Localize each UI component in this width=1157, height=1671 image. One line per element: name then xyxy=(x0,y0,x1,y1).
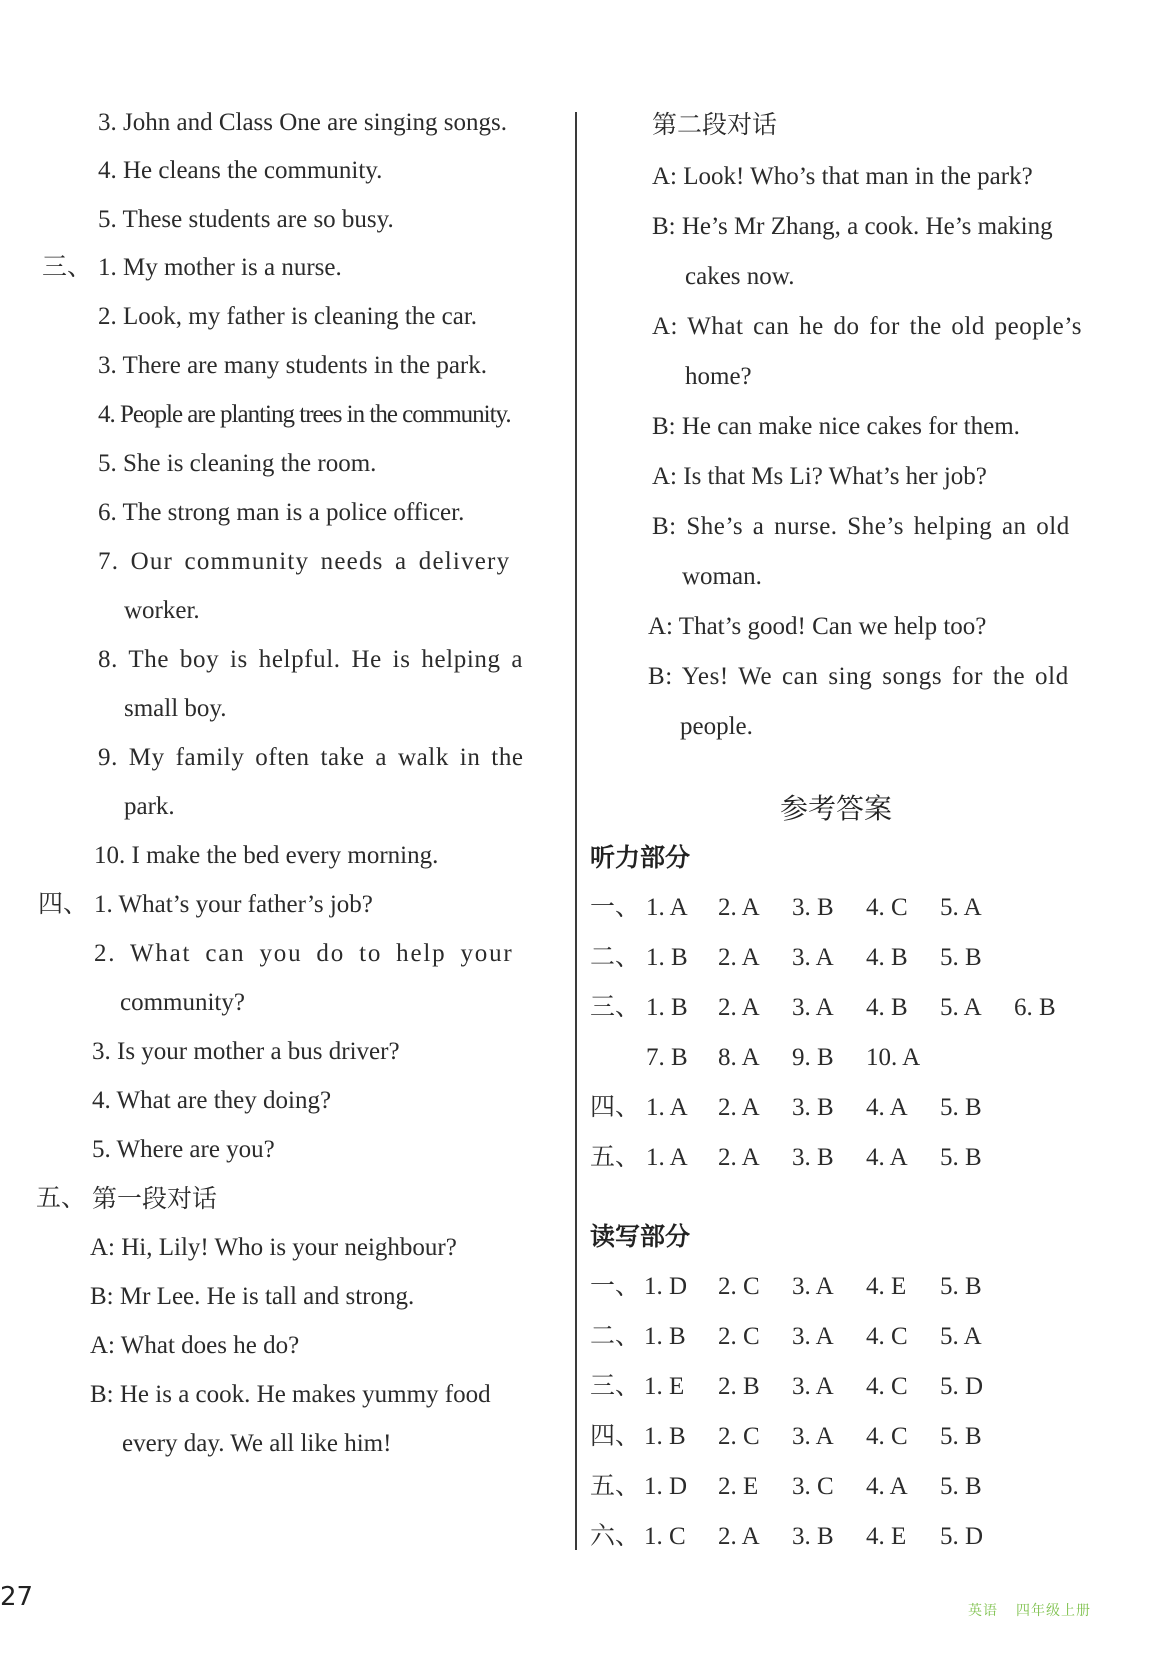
answer: 1. B xyxy=(646,944,688,971)
answer: 4. C xyxy=(866,894,908,921)
row-mark: 三、 xyxy=(590,1373,641,1400)
answer: 5. B xyxy=(940,1423,982,1450)
row-mark: 一、 xyxy=(590,894,641,921)
san-item-2: 2. Look, my father is cleaning the car. xyxy=(98,303,478,330)
dialog-2-line-1: A: Look! Who’s that man in the park? xyxy=(652,163,1033,190)
answer: 3. A xyxy=(792,1323,834,1350)
answer: 2. A xyxy=(718,1144,760,1171)
si-item-4: 4. What are they doing? xyxy=(92,1087,332,1114)
answer: 1. B xyxy=(644,1323,686,1350)
reading-title: 读写部分 xyxy=(590,1222,691,1251)
dialog-2-line-8-cont: people. xyxy=(680,713,753,740)
answer: 4. B xyxy=(866,994,908,1021)
dialog-2-title: 第二段对话 xyxy=(652,110,778,139)
footer-grade: 四年级上册 xyxy=(1016,1603,1091,1619)
si-item-2: 2. What can you do to help your xyxy=(94,940,514,967)
answer: 8. A xyxy=(718,1044,760,1071)
answer: 3. B xyxy=(792,1523,834,1550)
answer: 9. B xyxy=(792,1044,834,1071)
dialog-2-line-3-cont: home? xyxy=(685,363,752,390)
footer-label xyxy=(968,1600,1109,1620)
answer: 2. E xyxy=(718,1473,759,1500)
answer: 3. A xyxy=(792,994,834,1021)
answer: 3. B xyxy=(792,1144,834,1171)
san-item-1: 1. My mother is a nurse. xyxy=(98,254,342,281)
row-mark: 四、 xyxy=(590,1423,641,1450)
answer: 4. E xyxy=(866,1523,907,1550)
answer: 1. B xyxy=(646,994,688,1021)
san-item-5: 5. She is cleaning the room. xyxy=(98,450,377,477)
answer: 5. D xyxy=(940,1523,984,1550)
san-item-3: 3. There are many students in the park. xyxy=(98,352,488,379)
row-mark: 二、 xyxy=(590,1323,641,1350)
row-mark: 二、 xyxy=(590,944,641,971)
answer: 4. B xyxy=(866,944,908,971)
answer: 4. E xyxy=(866,1273,907,1300)
answer: 5. D xyxy=(940,1373,984,1400)
section-mark-wu: 五、 xyxy=(36,1185,87,1212)
si-item-5: 5. Where are you? xyxy=(92,1136,275,1163)
answer: 5. B xyxy=(940,1144,982,1171)
san-item-6: 6. The strong man is a police officer. xyxy=(98,499,465,526)
answer: 4. A xyxy=(866,1144,908,1171)
answer: 3. B xyxy=(792,894,834,921)
answer: 1. A xyxy=(646,894,688,921)
dialog-1-line-1: A: Hi, Lily! Who is your neighbour? xyxy=(90,1234,457,1261)
answer: 5. A xyxy=(940,994,982,1021)
dialog-2-line-3: A: What can he do for the old people’s xyxy=(652,313,1082,340)
san-item-7: 7. Our community needs a delivery xyxy=(98,548,511,575)
answer: 5. B xyxy=(940,1094,982,1121)
dialog-1-line-3: A: What does he do? xyxy=(90,1332,300,1359)
dialog-1-title: 第一段对话 xyxy=(92,1184,218,1213)
answer: 10. A xyxy=(866,1044,921,1071)
answer: 3. B xyxy=(792,1094,834,1121)
row-mark: 三、 xyxy=(590,994,641,1021)
row-mark: 六、 xyxy=(590,1523,641,1550)
answer: 4. A xyxy=(866,1473,908,1500)
san-item-10: 10. I make the bed every morning. xyxy=(94,842,439,869)
answer: 2. A xyxy=(718,894,760,921)
dialog-2-line-2: B: He’s Mr Zhang, a cook. He’s making xyxy=(652,213,1053,240)
dialog-2-line-6-cont: woman. xyxy=(682,563,762,590)
dialog-2-line-2-cont: cakes now. xyxy=(685,263,795,290)
dialog-2-line-4: B: He can make nice cakes for them. xyxy=(652,413,1020,440)
answer: 4. C xyxy=(866,1323,908,1350)
answer: 2. C xyxy=(718,1323,760,1350)
left-line-3: 5. These students are so busy. xyxy=(98,206,394,233)
section-mark-san: 三、 xyxy=(42,254,93,281)
san-item-4: 4. People are planting trees in the community. xyxy=(98,401,511,428)
answer: 2. B xyxy=(718,1373,760,1400)
dialog-2-line-5: A: Is that Ms Li? What’s her job? xyxy=(652,463,987,490)
dialog-1-line-4: B: He is a cook. He makes yummy food xyxy=(90,1381,491,1408)
answer: 4. A xyxy=(866,1094,908,1121)
answer: 5. A xyxy=(940,1323,982,1350)
answer: 1. A xyxy=(646,1144,688,1171)
answer: 1. D xyxy=(644,1473,688,1500)
dialog-2-line-8: B: Yes! We can sing songs for the old xyxy=(648,663,1069,690)
si-item-2-cont: community? xyxy=(120,989,245,1016)
answer: 1. E xyxy=(644,1373,685,1400)
page-number: 27 xyxy=(0,1582,34,1612)
san-item-9: 9. My family often take a walk in the xyxy=(98,744,524,771)
dialog-2-line-6: B: She’s a nurse. She’s helping an old xyxy=(652,513,1070,540)
answer: 1. A xyxy=(646,1094,688,1121)
san-item-8: 8. The boy is helpful. He is helping a xyxy=(98,646,524,673)
answer: 6. B xyxy=(1014,994,1056,1021)
dialog-2-line-7: A: That’s good! Can we help too? xyxy=(648,613,987,640)
answer: 2. A xyxy=(718,1094,760,1121)
footer-subject: 英语 xyxy=(968,1603,998,1619)
answer: 4. C xyxy=(866,1373,908,1400)
answer: 3. A xyxy=(792,944,834,971)
answer: 2. C xyxy=(718,1273,760,1300)
si-item-3: 3. Is your mother a bus driver? xyxy=(92,1038,400,1065)
answer: 1. D xyxy=(644,1273,688,1300)
answer: 2. A xyxy=(718,1523,760,1550)
left-line-1: 3. John and Class One are singing songs. xyxy=(98,109,507,136)
answer: 3. A xyxy=(792,1273,834,1300)
answer: 1. B xyxy=(644,1423,686,1450)
row-mark: 一、 xyxy=(590,1273,641,1300)
answers-title: 参考答案 xyxy=(780,792,893,825)
row-mark: 五、 xyxy=(590,1144,641,1171)
row-mark: 四、 xyxy=(590,1094,641,1121)
row-mark: 五、 xyxy=(590,1473,641,1500)
answer: 5. B xyxy=(940,1273,982,1300)
answer: 5. A xyxy=(940,894,982,921)
si-item-1: 1. What’s your father’s job? xyxy=(94,891,373,918)
answer: 7. B xyxy=(646,1044,688,1071)
column-divider xyxy=(575,112,577,1550)
answer: 5. B xyxy=(940,1473,982,1500)
answer: 5. B xyxy=(940,944,982,971)
answer: 3. A xyxy=(792,1373,834,1400)
answer: 1. C xyxy=(644,1523,686,1550)
section-mark-si: 四、 xyxy=(38,891,89,918)
answer: 2. A xyxy=(718,944,760,971)
dialog-1-line-5: every day. We all like him! xyxy=(122,1430,392,1457)
san-item-9-cont: park. xyxy=(124,793,175,820)
dialog-1-line-2: B: Mr Lee. He is tall and strong. xyxy=(90,1283,415,1310)
answer: 3. C xyxy=(792,1473,834,1500)
san-item-8-cont: small boy. xyxy=(124,695,227,722)
answer: 2. C xyxy=(718,1423,760,1450)
san-item-7-cont: worker. xyxy=(124,597,200,624)
answer: 2. A xyxy=(718,994,760,1021)
left-line-2: 4. He cleans the community. xyxy=(98,157,383,184)
listening-title: 听力部分 xyxy=(590,843,691,872)
answer: 3. A xyxy=(792,1423,834,1450)
answer: 4. C xyxy=(866,1423,908,1450)
